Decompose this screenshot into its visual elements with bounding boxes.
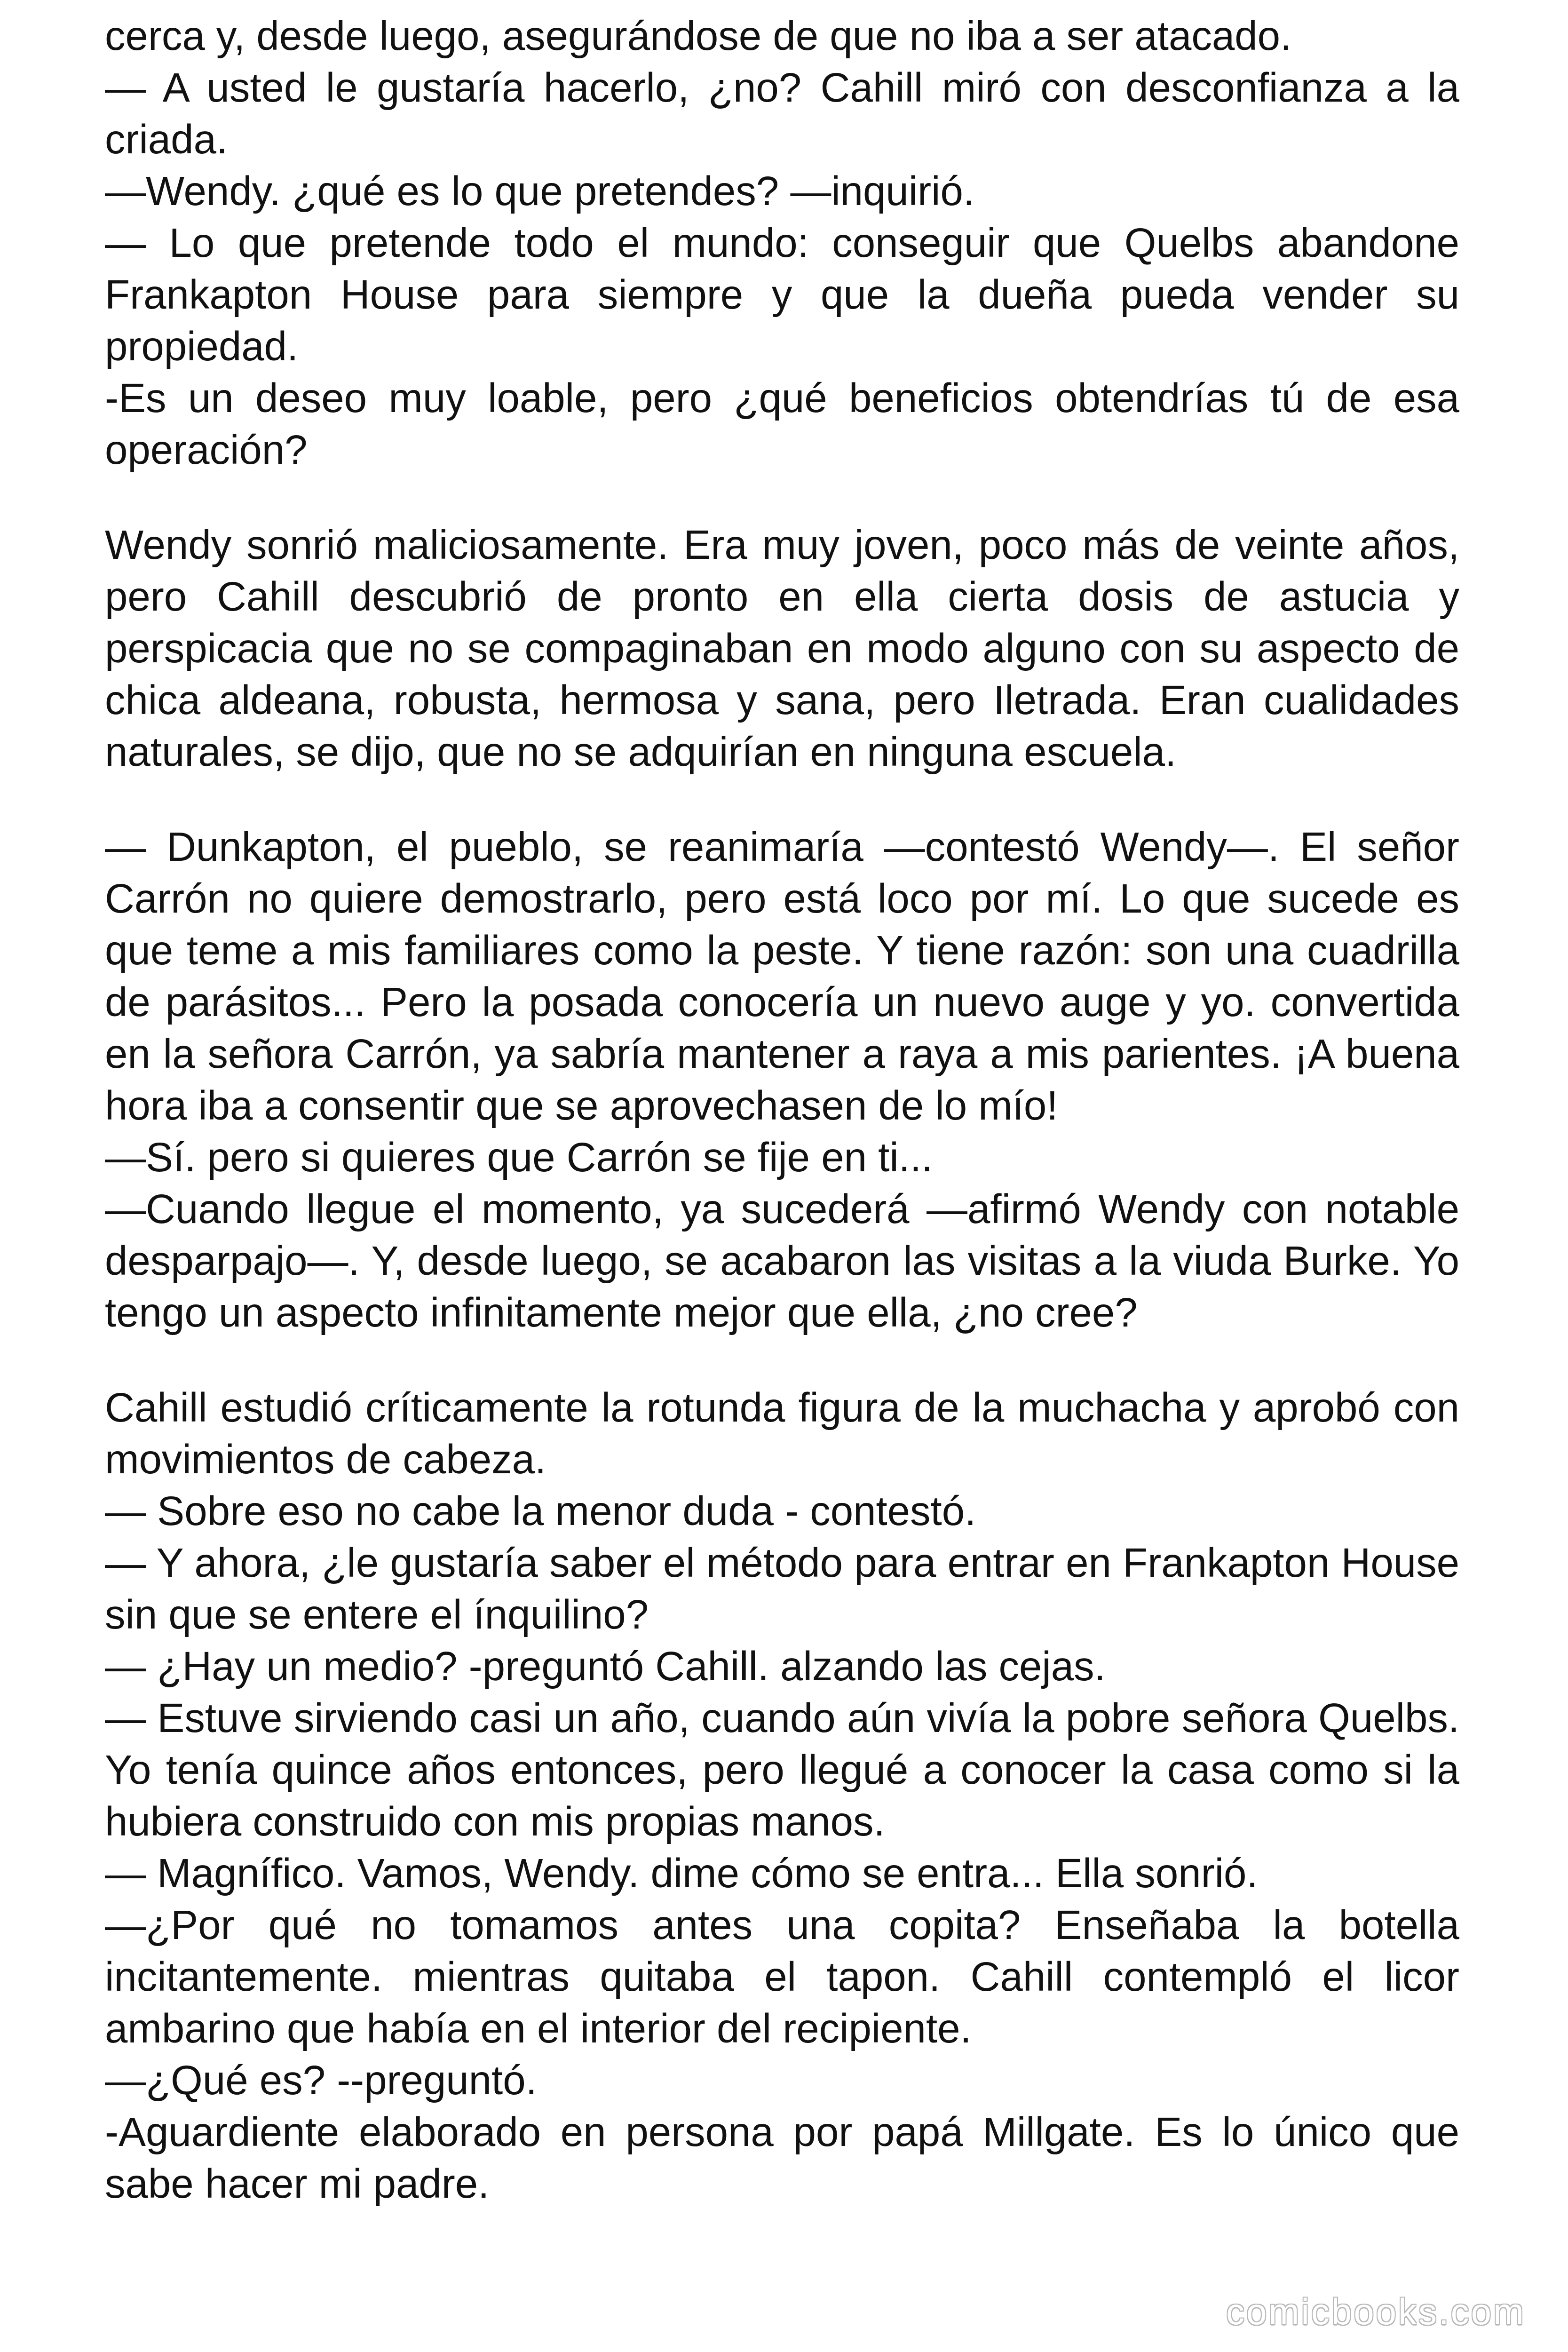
text-line: —Wendy. ¿qué es lo que pretendes? —inquirió. [105,168,975,214]
text-line: — A usted le gustaría hacerlo, ¿no? Cahill miró con desconfianza a la criada. [105,65,1459,162]
text-line: —Cuando llegue el momento, ya sucederá —afirmó Wendy con notable desparpajo—. Y, desde luego, se acabaron las visitas a la viuda Burke. Yo tengo un aspecto infinitamente mejor que ella, ¿no cree? [105,1186,1459,1335]
paragraph: Wendy sonrió maliciosamente. Era muy joven, poco más de veinte años, pero Cahill descubrió de pronto en ella cierta dosis de astucia y perspicacia que no se compaginaban en modo alguno con su aspecto de chica aldeana, robusta, hermosa y sana, pero Iletrada. Eran cualidades naturales, se dijo, que no se adquirían en ninguna escuela. [105,522,1459,775]
watermark: comicbooks.com [1226,2291,1526,2332]
text-line: —¿Por qué no tomamos antes una copita? Enseñaba la botella incitantemente. mientras quitaba el tapon. Cahill contempló el licor ambarino que había en el interior del recipiente. [105,1902,1459,2051]
text-line: — Magnífico. Vamos, Wendy. dime cómo se entra... Ella sonrió. [105,1851,1258,1896]
paragraph: Cahill estudió críticamente la rotunda figura de la muchacha y aprobó con movimientos de cabeza. [105,1385,1459,1482]
paragraph: — Dunkapton, el pueblo, se reanimaría —contestó Wendy—. El señor Carrón no quiere demostrarlo, pero está loco por mí. Lo que sucede es que teme a mis familiares como la peste. Y tiene razón: son una cuadrilla de parásitos... Pero la posada conocería un nuevo auge y yo. convertida en la señora Carrón, ya sabría mantener a raya a mis parientes. ¡A buena hora iba a consentir que se aprovechasen de lo mío! [105,824,1459,1128]
text-line: — Estuve sirviendo casi un año, cuando aún vivía la pobre señora Quelbs. Yo tenía quince años entonces, pero llegué a conocer la casa como si la hubiera construido con mis propias manos. [105,1695,1459,1844]
text-line: — Y ahora, ¿le gustaría saber el método para entrar en Frankapton House sin que se entere el ínquilino? [105,1540,1459,1637]
text-line: —Sí. pero si quieres que Carrón se fije en ti... [105,1135,933,1180]
text-line: — Lo que pretende todo el mundo: conseguir que Quelbs abandone Frankapton House para siempre y que la dueña pueda vender su propiedad. [105,220,1459,369]
text-line: — ¿Hay un medio? -preguntó Cahill. alzando las cejas. [105,1644,1106,1689]
text-line: -Aguardiente elaborado en persona por papá Millgate. Es lo único que sabe hacer mi padre. [105,2109,1459,2207]
text-line: — Sobre eso no cabe la menor duda - contestó. [105,1488,976,1534]
page-body-text [105,10,1459,2210]
text-line: cerca y, desde luego, asegurándose de que no iba a ser atacado. [105,13,1292,59]
text-line: -Es un deseo muy loable, pero ¿qué beneficios obtendrías tú de esa operación? [105,375,1459,473]
text-line: —¿Qué es? --preguntó. [105,2058,537,2103]
